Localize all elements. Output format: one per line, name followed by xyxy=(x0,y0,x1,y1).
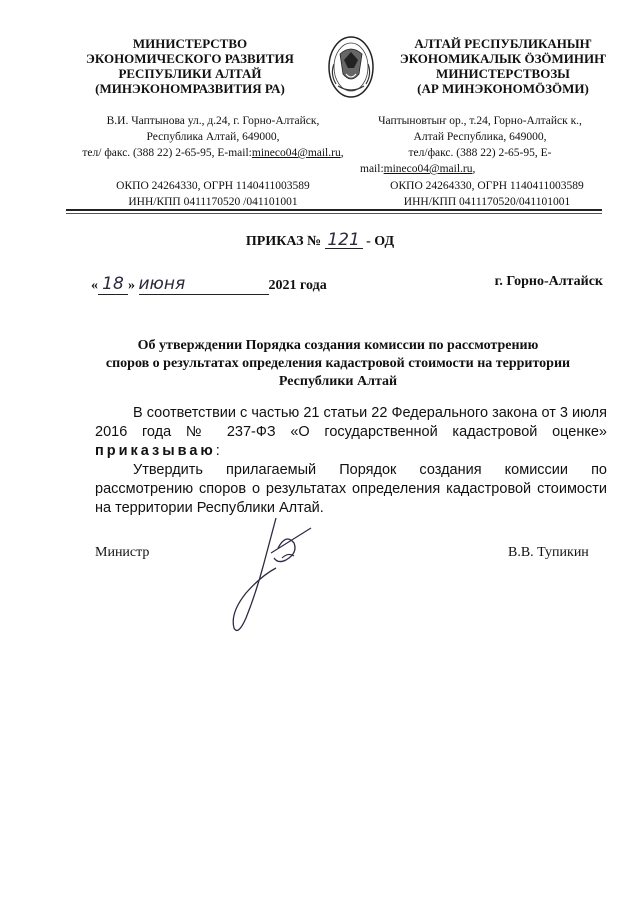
handwritten-signature xyxy=(216,508,336,648)
quote-open: « xyxy=(91,278,98,293)
date-row xyxy=(91,274,603,295)
order-day: 18 xyxy=(98,274,128,295)
header-divider-thin xyxy=(66,213,602,214)
codes-line: ИНН/КПП 0411170520 /041101001 xyxy=(128,196,298,208)
address-line: Чаптыновтыҥ ор., т.24, Горно-Алтайск к., xyxy=(378,115,582,127)
document-body xyxy=(95,404,607,518)
address-ru xyxy=(72,113,354,161)
signatory-position: Министр xyxy=(95,545,150,560)
address-line: Алтай Республика, 649000, xyxy=(413,131,547,143)
body-paragraph-2: Утвердить прилагаемый Порядок создания комиссии по рассмотрению споров о результатах определения кадастровой стоимости на территории Республики Алтай. xyxy=(95,462,607,516)
registry-codes-right xyxy=(362,178,612,210)
order-heading xyxy=(0,232,640,250)
title-line: Об утверждении Порядка создания комиссии по рассмотрению xyxy=(137,338,539,353)
header-left-line: ЭКОНОМИЧЕСКОГО РАЗВИТИЯ xyxy=(86,51,294,66)
order-city: г. Горно-Алтайск xyxy=(494,274,603,289)
order-suffix: - ОД xyxy=(366,234,395,249)
header-left-line: (МИНЭКОНОМРАЗВИТИЯ РА) xyxy=(95,81,285,96)
address-line xyxy=(72,145,354,161)
address-alt xyxy=(360,113,600,177)
order-number: 121 xyxy=(325,232,363,249)
title-line: Республики Алтай xyxy=(278,374,398,389)
order-verb: приказываю xyxy=(95,443,216,459)
body-text: В соответствии с частью 21 статьи 22 Федерального закона от 3 июля 2016 года № 237-ФЗ «О государственной кадастровой оценке» xyxy=(95,405,607,440)
header-left-line: МИНИСТЕРСТВО xyxy=(132,36,248,51)
punct: : xyxy=(215,443,220,459)
header-right-line: (АР МИНЭКОНОМӦЗӦМИ) xyxy=(417,81,589,96)
address-line: тел/факс. (388 22) 2-65-95, E- xyxy=(408,147,552,159)
address-line: В.И. Чаптынова ул., д.24, г. Горно-Алтайск, xyxy=(106,115,320,127)
header-right-line: ЭКОНОМИКАЛЫК ӦЗӦМИНИҤ xyxy=(399,51,607,66)
email-link[interactable]: mineco04@mail.ru xyxy=(383,163,473,175)
order-year: 2021 года xyxy=(268,278,327,293)
body-paragraph-1 xyxy=(95,404,607,461)
document-title xyxy=(78,337,598,391)
order-month: июня xyxy=(139,274,269,295)
address-line: Республика Алтай, 649000, xyxy=(146,131,280,143)
codes-line: ОКПО 24264330, ОГРН 1140411003589 xyxy=(390,180,584,192)
address-line xyxy=(360,161,600,177)
ministry-name-alt xyxy=(378,36,628,96)
ministry-name-ru xyxy=(60,36,320,96)
header-divider xyxy=(66,209,602,211)
codes-line: ИНН/КПП 0411170520/041101001 xyxy=(403,196,571,208)
coat-of-arms-icon xyxy=(326,34,376,100)
codes-line: ОКПО 24264330, ОГРН 1140411003589 xyxy=(116,180,310,192)
header-right-line: АЛТАЙ РЕСПУБЛИКАНЫҤ xyxy=(414,36,592,51)
order-label: ПРИКАЗ № xyxy=(245,234,322,249)
quote-close: » xyxy=(128,278,135,293)
title-line: споров о результатах определения кадастровой стоимости на территории xyxy=(105,356,571,371)
signatory-name: В.В. Тупикин xyxy=(508,545,589,560)
header-right-line: МИНИСТЕРСТВОЗЫ xyxy=(436,66,570,81)
registry-codes-left xyxy=(72,178,354,210)
phone-label: тел/ факс. (388 22) 2-65-95, E-mail: xyxy=(82,147,252,159)
punct: , xyxy=(472,163,476,175)
header-left-line: РЕСПУБЛИКИ АЛТАЙ xyxy=(118,66,262,81)
email-link[interactable]: mineco04@mail.ru xyxy=(251,147,341,159)
mail-label: mail: xyxy=(360,163,384,175)
punct: , xyxy=(340,147,344,159)
